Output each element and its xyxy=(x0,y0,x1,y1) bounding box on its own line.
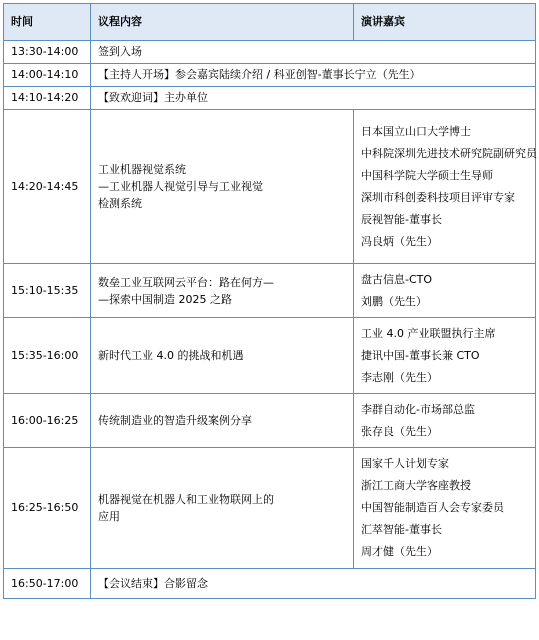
speaker-line: 工业 4.0 产业联盟执行主席 xyxy=(361,326,496,340)
header-topic: 议程内容 xyxy=(91,4,354,41)
topic-line: 机器视觉在机器人和工业物联网上的 xyxy=(98,493,274,506)
table-row xyxy=(4,41,536,64)
speaker-line: 日本国立山口大学博士 xyxy=(361,124,471,138)
speaker-cell xyxy=(354,318,536,394)
header-time: 时间 xyxy=(4,4,91,41)
table-row xyxy=(4,318,536,394)
speaker-line: 浙江工商大学客座教授 xyxy=(361,479,471,492)
time-cell: 15:10-15:35 xyxy=(4,264,91,318)
topic-cell: 【会议结束】合影留念 xyxy=(91,569,536,599)
topic-cell xyxy=(91,318,354,394)
speaker-line: 辰视智能-董事长 xyxy=(361,212,442,226)
topic-line: 数垒工业互联网云平台：路在何方— xyxy=(98,275,274,289)
time-cell: 14:00-14:10 xyxy=(4,64,91,87)
speaker-line: 中国智能制造百人会专家委员 xyxy=(361,501,504,514)
speaker-line: 深圳市科创委科技项目评审专家 xyxy=(361,190,515,204)
table-row xyxy=(4,87,536,110)
table-row xyxy=(4,110,536,264)
time-cell: 13:30-14:00 xyxy=(4,41,91,64)
topic-cell xyxy=(91,394,354,448)
topic-line: 检测系统 xyxy=(98,197,142,210)
speaker-line: 李群自动化-市场部总监 xyxy=(361,402,475,416)
speaker-line: 汇萃智能-董事长 xyxy=(361,523,442,536)
speaker-cell xyxy=(354,394,536,448)
speaker-line: 中国科学院大学硕士生导师 xyxy=(361,168,493,182)
agenda-table xyxy=(3,3,536,599)
speaker-line: 李志刚（先生） xyxy=(361,370,438,384)
topic-line: 工业机器视觉系统 xyxy=(98,163,186,176)
topic-cell: 签到入场 xyxy=(91,41,536,64)
header-row xyxy=(4,4,536,41)
speaker-line: 冯良炳（先生） xyxy=(361,234,438,248)
speaker-line: 捷讯中国-董事长兼 CTO xyxy=(361,348,480,362)
topic-line: 应用 xyxy=(98,510,120,523)
speaker-cell xyxy=(354,448,536,569)
time-cell: 14:20-14:45 xyxy=(4,110,91,264)
speaker-line: 周才健（先生） xyxy=(361,545,438,558)
table-row xyxy=(4,569,536,599)
speaker-line: 中科院深圳先进技术研究院副研究员 xyxy=(361,146,537,160)
speaker-line: 刘鹏（先生） xyxy=(361,294,427,308)
table-row xyxy=(4,448,536,569)
topic-cell xyxy=(91,264,354,318)
speaker-line: 张存良（先生） xyxy=(361,424,438,438)
time-cell: 16:50-17:00 xyxy=(4,569,91,599)
speaker-line: 盘古信息-CTO xyxy=(361,272,433,286)
time-cell: 14:10-14:20 xyxy=(4,87,91,110)
header-speaker: 演讲嘉宾 xyxy=(354,4,536,41)
speaker-cell xyxy=(354,264,536,318)
table-row xyxy=(4,264,536,318)
table-row xyxy=(4,394,536,448)
topic-cell xyxy=(91,448,354,569)
topic-cell: 【主持人开场】参会嘉宾陆续介绍 / 科亚创智-董事长宁立（先生） xyxy=(91,64,536,87)
table-row xyxy=(4,64,536,87)
topic-line: —工业机器人视觉引导与工业视觉 xyxy=(98,180,263,193)
time-cell: 15:35-16:00 xyxy=(4,318,91,394)
time-cell: 16:00-16:25 xyxy=(4,394,91,448)
topic-cell: 【致欢迎词】主办单位 xyxy=(91,87,536,110)
topic-cell xyxy=(91,110,354,264)
topic-line: 传统制造业的智造升级案例分享 xyxy=(98,414,252,427)
speaker-cell xyxy=(354,110,536,264)
topic-line: —探索中国制造 2025 之路 xyxy=(98,292,232,306)
time-cell: 16:25-16:50 xyxy=(4,448,91,569)
topic-line: 新时代工业 4.0 的挑战和机遇 xyxy=(98,349,244,362)
speaker-line: 国家千人计划专家 xyxy=(361,457,449,470)
